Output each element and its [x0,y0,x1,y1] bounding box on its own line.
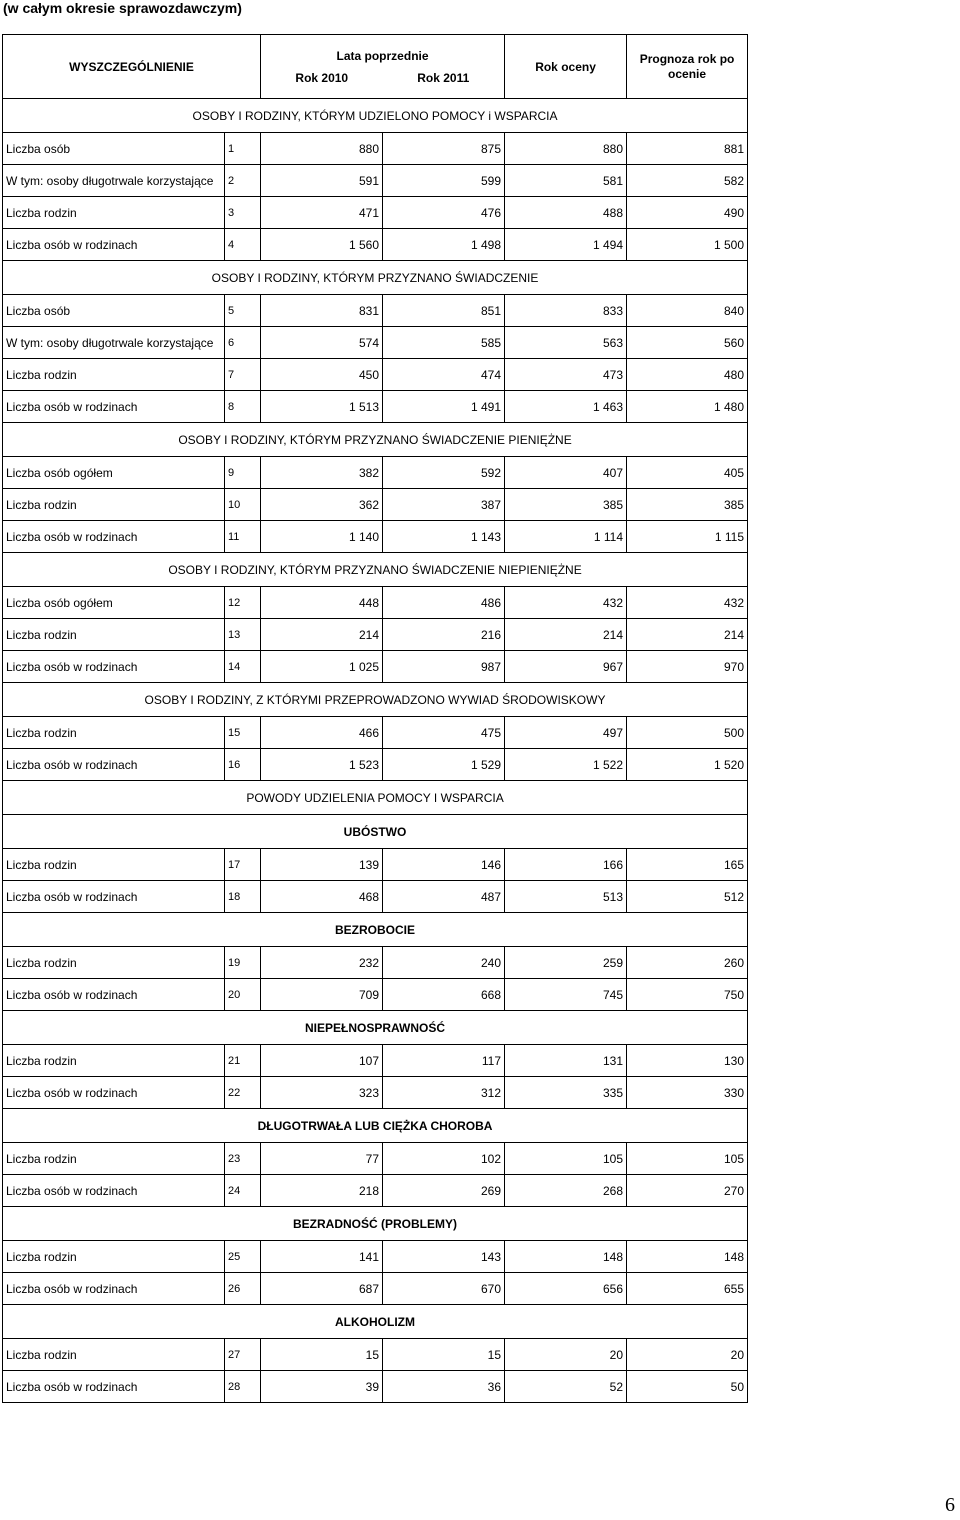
row-label: Liczba osób w rodzinach [3,1371,225,1403]
value-prognoza: 1 520 [627,749,748,781]
table-row [3,229,748,261]
section-title: OSOBY I RODZINY, KTÓRYM UDZIELONO POMOCY i WSPARCIA [3,99,748,133]
row-number: 12 [225,587,261,619]
value-rok-2011: 102 [383,1143,505,1175]
row-number: 22 [225,1077,261,1109]
row-label: Liczba rodzin [3,849,225,881]
row-label: Liczba osób w rodzinach [3,391,225,423]
section-title: UBÓSTWO [3,815,748,849]
table-row [3,1273,748,1305]
table-row [3,619,748,651]
value-prognoza: 165 [627,849,748,881]
row-label: Liczba osób w rodzinach [3,1273,225,1305]
section-title: OSOBY I RODZINY, Z KTÓRYMI PRZEPROWADZONO WYWIAD ŚRODOWISKOWY [3,683,748,717]
value-rok-2010: 1 523 [261,749,383,781]
table-row [3,587,748,619]
row-label: Liczba rodzin [3,1241,225,1273]
section-header-row [3,815,748,849]
value-prognoza: 500 [627,717,748,749]
value-rok-2011: 487 [383,881,505,913]
value-rok-2011: 312 [383,1077,505,1109]
value-rok-2010: 831 [261,295,383,327]
value-rok-2010: 468 [261,881,383,913]
row-label: Liczba osób w rodzinach [3,229,225,261]
value-rok-2011: 474 [383,359,505,391]
header-rok-2011: Rok 2011 [383,67,505,99]
value-rok-oceny: 52 [505,1371,627,1403]
table-row [3,295,748,327]
page-number: 6 [945,1494,955,1516]
table-row [3,849,748,881]
value-prognoza: 148 [627,1241,748,1273]
value-rok-2010: 450 [261,359,383,391]
value-rok-oceny: 1 494 [505,229,627,261]
value-rok-2011: 668 [383,979,505,1011]
row-label: Liczba rodzin [3,489,225,521]
header-lata-poprzednie: Lata poprzednie [261,35,505,67]
section-header-row [3,553,748,587]
value-rok-2011: 143 [383,1241,505,1273]
value-rok-2010: 232 [261,947,383,979]
section-title: POWODY UDZIELENIA POMOCY I WSPARCIA [3,781,748,815]
value-rok-oceny: 1 522 [505,749,627,781]
value-rok-2011: 875 [383,133,505,165]
row-label: Liczba osób [3,133,225,165]
section-title: OSOBY I RODZINY, KTÓRYM PRZYZNANO ŚWIADCZENIE PIENIĘŻNE [3,423,748,457]
value-rok-2011: 269 [383,1175,505,1207]
row-number: 17 [225,849,261,881]
row-number: 23 [225,1143,261,1175]
section-title: BEZROBOCIE [3,913,748,947]
section-header-row [3,1305,748,1339]
row-number: 10 [225,489,261,521]
value-prognoza: 512 [627,881,748,913]
value-rok-2011: 117 [383,1045,505,1077]
table-row [3,1371,748,1403]
value-rok-2010: 471 [261,197,383,229]
value-rok-2011: 599 [383,165,505,197]
table-row [3,979,748,1011]
value-prognoza: 385 [627,489,748,521]
section-header-row [3,781,748,815]
value-rok-2010: 218 [261,1175,383,1207]
value-rok-2010: 880 [261,133,383,165]
table-row [3,1077,748,1109]
value-rok-2010: 709 [261,979,383,1011]
table-row [3,1175,748,1207]
table-body [3,99,748,1403]
table-row [3,489,748,521]
row-label: Liczba rodzin [3,1339,225,1371]
table-row [3,651,748,683]
statistics-table [2,34,748,1403]
value-prognoza: 270 [627,1175,748,1207]
value-prognoza: 490 [627,197,748,229]
value-prognoza: 970 [627,651,748,683]
section-header-row [3,423,748,457]
row-number: 2 [225,165,261,197]
row-label: Liczba rodzin [3,619,225,651]
value-rok-2011: 475 [383,717,505,749]
value-prognoza: 105 [627,1143,748,1175]
row-label: Liczba osób w rodzinach [3,881,225,913]
row-label: Liczba osób w rodzinach [3,749,225,781]
row-number: 5 [225,295,261,327]
table-row [3,947,748,979]
value-rok-2011: 1 498 [383,229,505,261]
row-number: 18 [225,881,261,913]
row-label: Liczba osób w rodzinach [3,1077,225,1109]
value-prognoza: 330 [627,1077,748,1109]
row-label: Liczba rodzin [3,947,225,979]
value-rok-2011: 1 143 [383,521,505,553]
table-row [3,521,748,553]
value-prognoza: 1 480 [627,391,748,423]
row-number: 6 [225,327,261,359]
row-number: 19 [225,947,261,979]
row-number: 11 [225,521,261,553]
value-prognoza: 20 [627,1339,748,1371]
value-prognoza: 560 [627,327,748,359]
value-prognoza: 480 [627,359,748,391]
value-rok-oceny: 513 [505,881,627,913]
value-rok-oceny: 385 [505,489,627,521]
value-rok-2010: 574 [261,327,383,359]
table-row [3,717,748,749]
row-label: Liczba osób ogółem [3,587,225,619]
value-rok-oceny: 335 [505,1077,627,1109]
value-prognoza: 432 [627,587,748,619]
page-caption: (w całym okresie sprawozdawczym) [3,0,242,16]
value-rok-oceny: 1 463 [505,391,627,423]
value-rok-2010: 362 [261,489,383,521]
row-label: Liczba rodzin [3,1143,225,1175]
table-row [3,881,748,913]
value-rok-oceny: 214 [505,619,627,651]
value-rok-2011: 240 [383,947,505,979]
section-header-row [3,683,748,717]
value-rok-oceny: 166 [505,849,627,881]
value-rok-2010: 466 [261,717,383,749]
row-number: 15 [225,717,261,749]
table-row [3,327,748,359]
section-header-row [3,1109,748,1143]
row-number: 4 [225,229,261,261]
section-header-row [3,913,748,947]
section-header-row [3,1011,748,1045]
row-label: Liczba osób w rodzinach [3,979,225,1011]
value-rok-2010: 77 [261,1143,383,1175]
header-wyszczegolnienie: WYSZCZEGÓLNIENIE [3,35,261,99]
row-label: Liczba osób [3,295,225,327]
value-rok-2010: 591 [261,165,383,197]
value-rok-2011: 987 [383,651,505,683]
value-rok-oceny: 105 [505,1143,627,1175]
section-title: OSOBY I RODZINY, KTÓRYM PRZYZNANO ŚWIADCZENIE NIEPIENIĘŻNE [3,553,748,587]
row-number: 16 [225,749,261,781]
row-label: Liczba rodzin [3,197,225,229]
value-rok-2010: 1 560 [261,229,383,261]
value-prognoza: 50 [627,1371,748,1403]
value-rok-2010: 141 [261,1241,383,1273]
row-label: Liczba osób ogółem [3,457,225,489]
value-rok-2010: 687 [261,1273,383,1305]
row-label: Liczba rodzin [3,1045,225,1077]
value-rok-2011: 36 [383,1371,505,1403]
value-prognoza: 840 [627,295,748,327]
table-row [3,1241,748,1273]
value-rok-2011: 216 [383,619,505,651]
table-row [3,1143,748,1175]
value-rok-oceny: 473 [505,359,627,391]
row-number: 27 [225,1339,261,1371]
value-rok-oceny: 432 [505,587,627,619]
row-number: 20 [225,979,261,1011]
value-rok-2011: 585 [383,327,505,359]
row-number: 13 [225,619,261,651]
section-title: NIEPEŁNOSPRAWNOŚĆ [3,1011,748,1045]
value-rok-oceny: 563 [505,327,627,359]
value-rok-2011: 1 491 [383,391,505,423]
value-rok-oceny: 880 [505,133,627,165]
table-row [3,133,748,165]
value-rok-2010: 448 [261,587,383,619]
row-label: Liczba osób w rodzinach [3,521,225,553]
value-rok-2010: 323 [261,1077,383,1109]
value-rok-2011: 15 [383,1339,505,1371]
value-prognoza: 1 115 [627,521,748,553]
table-row [3,1339,748,1371]
value-rok-2010: 139 [261,849,383,881]
header-prognoza: Prognoza rok po ocenie [627,35,748,99]
value-prognoza: 405 [627,457,748,489]
value-rok-2010: 39 [261,1371,383,1403]
value-rok-oceny: 131 [505,1045,627,1077]
value-rok-oceny: 497 [505,717,627,749]
value-rok-oceny: 1 114 [505,521,627,553]
value-rok-2011: 851 [383,295,505,327]
value-rok-oceny: 259 [505,947,627,979]
value-rok-oceny: 488 [505,197,627,229]
row-number: 3 [225,197,261,229]
row-number: 7 [225,359,261,391]
row-label: Liczba rodzin [3,359,225,391]
row-number: 8 [225,391,261,423]
value-rok-2010: 15 [261,1339,383,1371]
section-title: ALKOHOLIZM [3,1305,748,1339]
value-rok-2010: 1 140 [261,521,383,553]
section-header-row [3,99,748,133]
value-rok-2010: 107 [261,1045,383,1077]
section-header-row [3,1207,748,1241]
value-prognoza: 214 [627,619,748,651]
section-title: OSOBY I RODZINY, KTÓRYM PRZYZNANO ŚWIADCZENIE [3,261,748,295]
value-prognoza: 260 [627,947,748,979]
row-number: 1 [225,133,261,165]
row-number: 24 [225,1175,261,1207]
header-rok-oceny: Rok oceny [505,35,627,99]
value-rok-oceny: 833 [505,295,627,327]
table-row [3,391,748,423]
value-prognoza: 750 [627,979,748,1011]
row-number: 26 [225,1273,261,1305]
value-prognoza: 881 [627,133,748,165]
table-row [3,359,748,391]
table-row [3,165,748,197]
section-title: DŁUGOTRWAŁA LUB CIĘŻKA CHOROBA [3,1109,748,1143]
value-prognoza: 130 [627,1045,748,1077]
value-prognoza: 582 [627,165,748,197]
value-rok-oceny: 745 [505,979,627,1011]
section-header-row [3,261,748,295]
row-label: Liczba osób w rodzinach [3,651,225,683]
table-row [3,1045,748,1077]
value-prognoza: 655 [627,1273,748,1305]
value-rok-2011: 1 529 [383,749,505,781]
value-rok-2011: 486 [383,587,505,619]
value-rok-2010: 382 [261,457,383,489]
table-row [3,197,748,229]
value-rok-oceny: 581 [505,165,627,197]
row-label: W tym: osoby długotrwale korzystające [3,327,225,359]
value-rok-2011: 476 [383,197,505,229]
row-label: Liczba osób w rodzinach [3,1175,225,1207]
value-rok-oceny: 20 [505,1339,627,1371]
value-rok-2010: 214 [261,619,383,651]
table-row [3,749,748,781]
value-rok-oceny: 407 [505,457,627,489]
row-number: 21 [225,1045,261,1077]
section-title: BEZRADNOŚĆ (PROBLEMY) [3,1207,748,1241]
row-label: Liczba rodzin [3,717,225,749]
value-rok-oceny: 268 [505,1175,627,1207]
header-rok-2010: Rok 2010 [261,67,383,99]
value-prognoza: 1 500 [627,229,748,261]
value-rok-oceny: 656 [505,1273,627,1305]
row-number: 28 [225,1371,261,1403]
row-label: W tym: osoby długotrwale korzystające [3,165,225,197]
value-rok-2010: 1 025 [261,651,383,683]
value-rok-oceny: 967 [505,651,627,683]
value-rok-2011: 146 [383,849,505,881]
value-rok-oceny: 148 [505,1241,627,1273]
row-number: 25 [225,1241,261,1273]
table-row [3,457,748,489]
row-number: 14 [225,651,261,683]
value-rok-2011: 592 [383,457,505,489]
value-rok-2011: 670 [383,1273,505,1305]
value-rok-2011: 387 [383,489,505,521]
row-number: 9 [225,457,261,489]
value-rok-2010: 1 513 [261,391,383,423]
